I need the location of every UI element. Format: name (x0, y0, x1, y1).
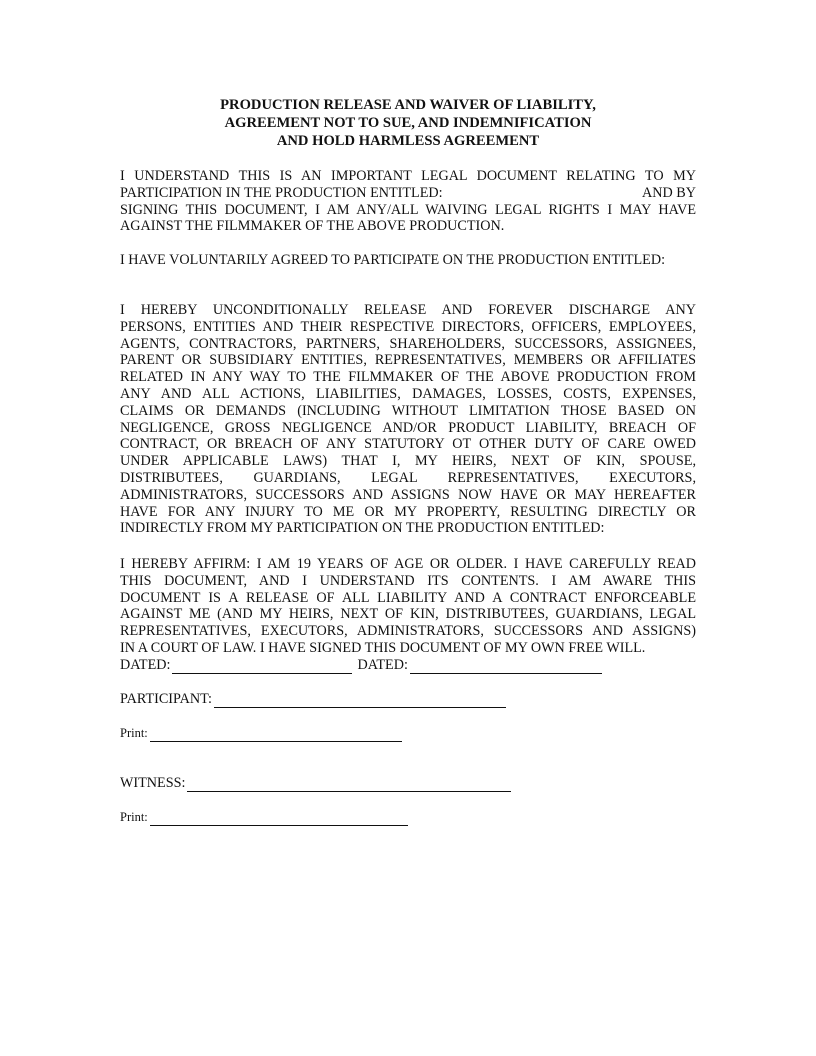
witness-row (120, 775, 511, 792)
participant-label: PARTICIPANT: (120, 691, 213, 707)
dated-label: DATED: (357, 657, 408, 673)
paragraph-line (120, 185, 696, 202)
title-line-3: AND HOLD HARMLESS AGREEMENT (276, 133, 540, 149)
paragraph-line: REPRESENTATIVES, EXECUTORS, ADMINISTRATORS, SUCCESSORS AND ASSIGNS) (120, 623, 696, 640)
paragraph-line: I HEREBY AFFIRM: I AM 19 YEARS OF AGE OR OLDER. I HAVE CAREFULLY READ (120, 556, 696, 572)
paragraph-line: DISTRIBUTEES, GUARDIANS, LEGAL REPRESENTATIVES, EXECUTORS, (120, 469, 696, 486)
paragraph-line: ANY AND ALL ACTIONS, LIABILITIES, DAMAGES, LOSSES, COSTS, EXPENSES, (120, 385, 696, 402)
participant-print-row (120, 725, 402, 742)
paragraph-line: I HEREBY UNCONDITIONALLY RELEASE AND FOREVER DISCHARGE ANY (120, 302, 696, 318)
paragraph-line: INDIRECTLY FROM MY PARTICIPATION ON THE PRODUCTION ENTITLED: (120, 520, 605, 537)
dated-field-1[interactable] (172, 659, 352, 674)
print-label: Print: (120, 726, 148, 740)
paragraph-line: AGENTS, CONTRACTORS, PARTNERS, SHAREHOLDERS, SUCCESSORS, ASSIGNEES, (120, 335, 696, 352)
understanding-paragraph (120, 168, 696, 235)
participant-print-field[interactable] (150, 727, 402, 742)
paragraph-line: PERSONS, ENTITIES AND THEIR RESPECTIVE DIRECTORS, OFFICERS, EMPLOYEES, (120, 318, 696, 335)
witness-print-field[interactable] (150, 811, 408, 826)
witness-signature-field[interactable] (187, 777, 511, 792)
document-title (120, 96, 696, 150)
paragraph-line: ADMINISTRATORS, SUCCESSORS AND ASSIGNS NOW HAVE OR MAY HEREAFTER (120, 486, 696, 503)
release-discharge-paragraph (120, 302, 696, 537)
print-label: Print: (120, 810, 148, 824)
paragraph-line: AGAINST ME (AND MY HEIRS, NEXT OF KIN, DISTRIBUTEES, GUARDIANS, LEGAL (120, 606, 696, 623)
paragraph-line: I HAVE VOLUNTARILY AGREED TO PARTICIPATE ON THE PRODUCTION ENTITLED: (120, 252, 666, 268)
dated-label: DATED: (120, 657, 171, 673)
participant-signature-field[interactable] (214, 693, 506, 708)
paragraph-line: I UNDERSTAND THIS IS AN IMPORTANT LEGAL DOCUMENT RELATING TO MY (120, 168, 696, 184)
title-line-1: PRODUCTION RELEASE AND WAIVER OF LIABILITY, (220, 97, 596, 113)
paragraph-line: PARENT OR SUBSIDIARY ENTITIES, REPRESENTATIVES, MEMBERS OR AFFILIATES (120, 352, 696, 369)
witness-label: WITNESS: (120, 775, 186, 791)
paragraph-line: THIS DOCUMENT, AND I UNDERSTAND ITS CONTENTS. I AM AWARE THIS (120, 572, 696, 589)
title-line-2: AGREEMENT NOT TO SUE, AND INDEMNIFICATION (224, 115, 592, 131)
paragraph-line: CONTRACT, OR BREACH OF ANY STATUTORY OT OTHER DUTY OF CARE OWED (120, 436, 696, 453)
dated-row (120, 657, 602, 674)
production-entitled-label: PARTICIPATION IN THE PRODUCTION ENTITLED: (120, 184, 443, 201)
paragraph-line: SIGNING THIS DOCUMENT, I AM ANY/ALL WAIVING LEGAL RIGHTS I MAY HAVE (120, 201, 696, 218)
witness-print-row (120, 809, 408, 826)
paragraph-line: AGAINST THE FILMMAKER OF THE ABOVE PRODUCTION. (120, 218, 505, 235)
participant-row (120, 691, 506, 708)
paragraph-line: NEGLIGENCE, GROSS NEGLIGENCE AND/OR PRODUCT LIABILITY, BREACH OF (120, 419, 696, 436)
dated-field-2[interactable] (410, 659, 602, 674)
paragraph-line: HAVE FOR ANY INJURY TO ME OR MY PROPERTY, RESULTING DIRECTLY OR (120, 503, 696, 520)
voluntary-participation-paragraph (120, 252, 696, 269)
and-by-text: AND BY (642, 184, 696, 201)
paragraph-line: CLAIMS OR DEMANDS (INCLUDING WITHOUT LIMITATION THOSE BASED ON (120, 402, 696, 419)
affirmation-paragraph (120, 556, 696, 657)
paragraph-line: UNDER APPLICABLE LAWS) THAT I, MY HEIRS, NEXT OF KIN, SPOUSE, (120, 453, 696, 470)
paragraph-line: IN A COURT OF LAW. I HAVE SIGNED THIS DOCUMENT OF MY OWN FREE WILL. (120, 639, 646, 656)
paragraph-line: RELATED IN ANY WAY TO THE FILMMAKER OF THE ABOVE PRODUCTION FROM (120, 369, 696, 386)
paragraph-line: DOCUMENT IS A RELEASE OF ALL LIABILITY AND A CONTRACT ENFORCEABLE (120, 589, 696, 606)
